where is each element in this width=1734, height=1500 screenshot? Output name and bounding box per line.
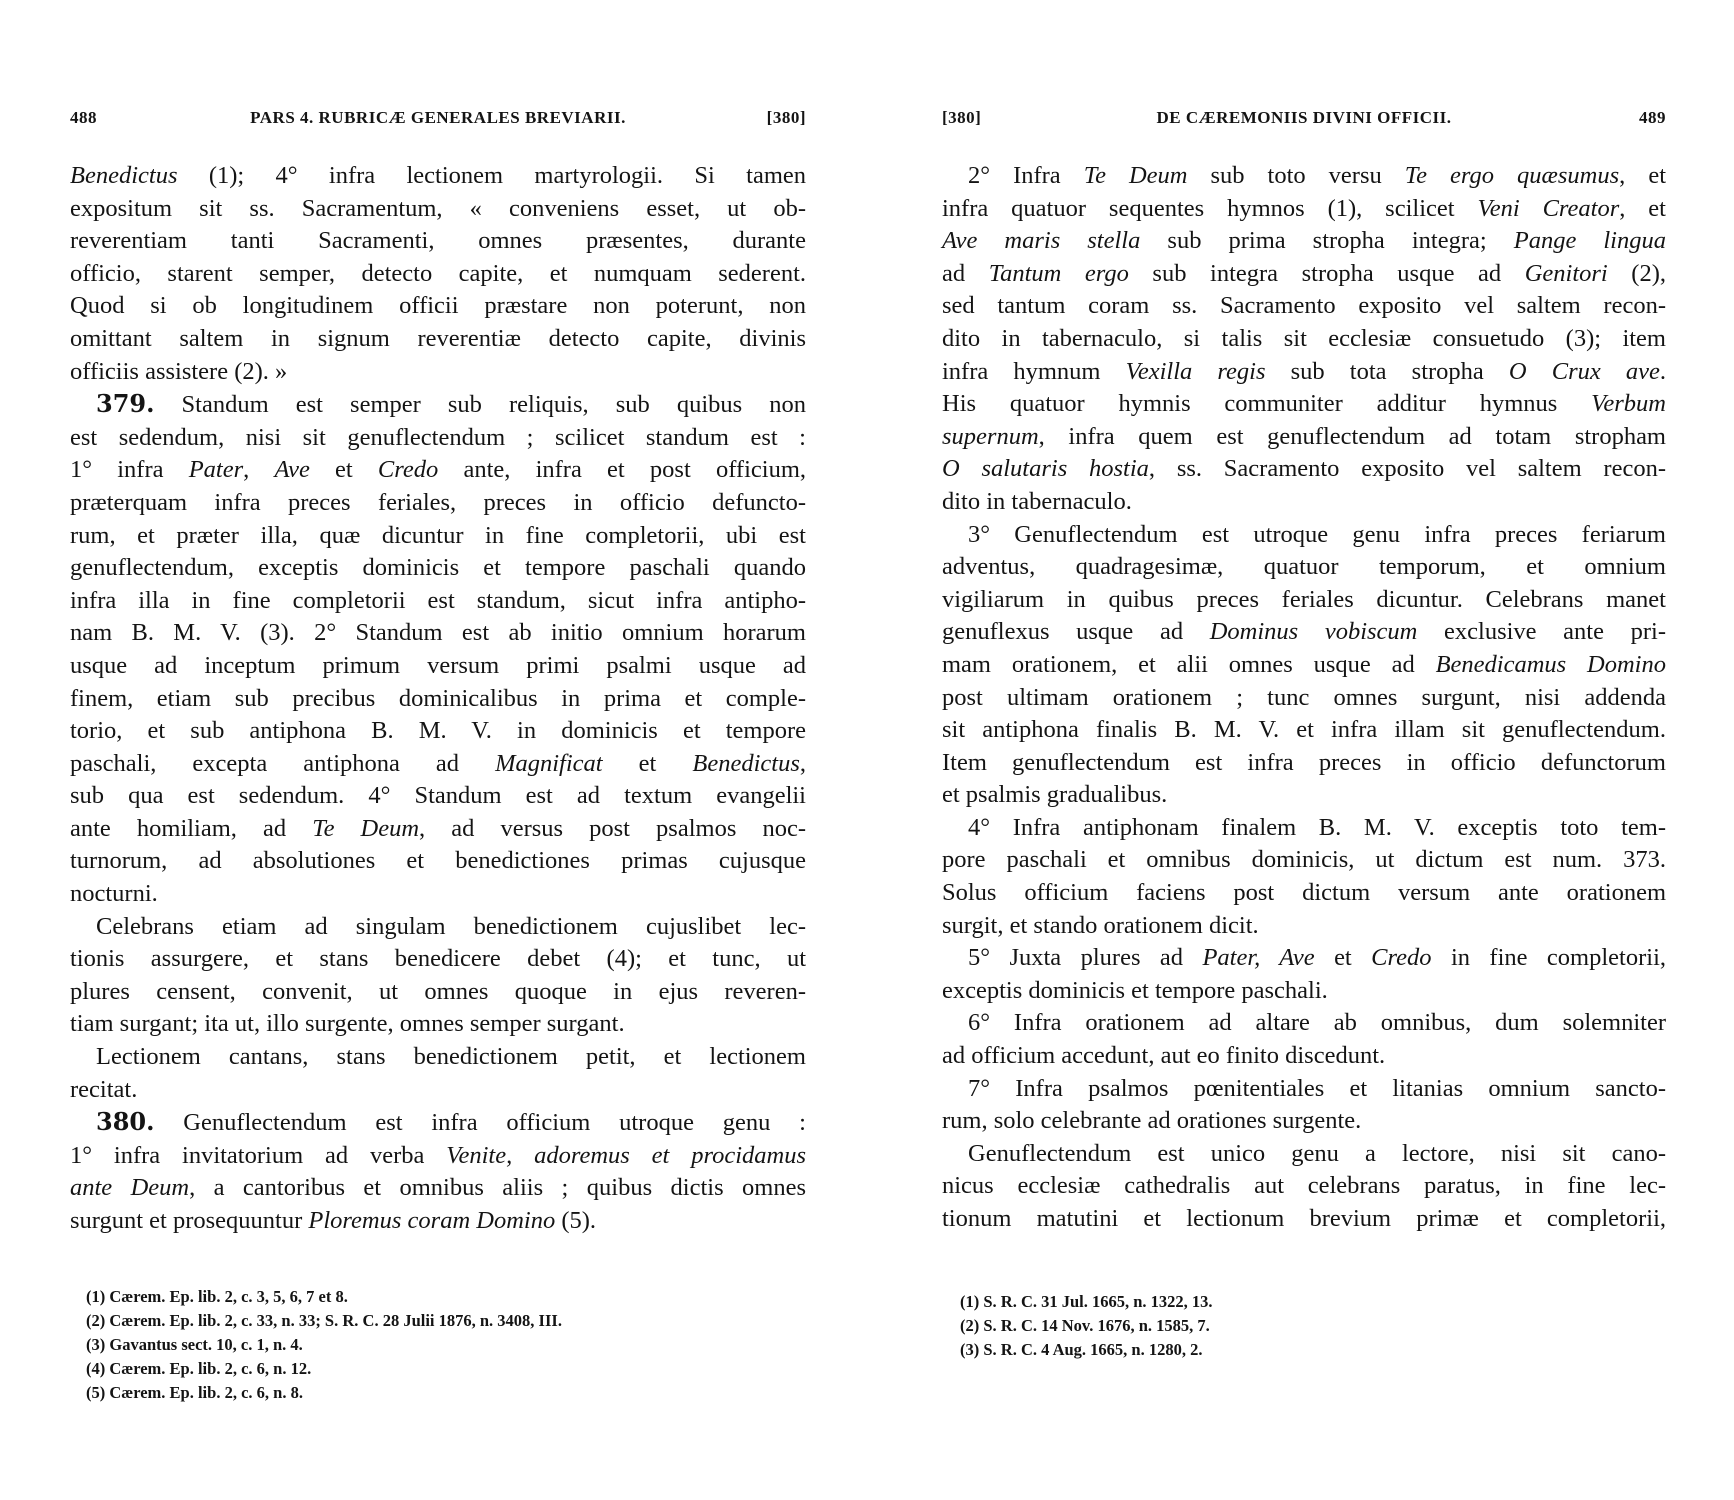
running-head <box>942 108 1666 138</box>
text-line <box>942 323 1666 356</box>
italic-text: supernum <box>942 422 1039 450</box>
text-segment: recitat. <box>70 1075 138 1103</box>
text-line <box>70 715 806 748</box>
text-line <box>942 258 1666 291</box>
text-line <box>70 454 806 487</box>
text-segment: , et <box>1619 162 1666 189</box>
text-segment: tionum matutini et lectionum brevium primæ et completorii, <box>942 1205 1666 1232</box>
text-line <box>942 225 1666 258</box>
text-segment: , <box>799 749 806 777</box>
text-segment: nicus ecclesiæ cathedralis aut celebrans paratus, in fine lec- <box>942 1172 1666 1200</box>
text-segment: post ultimam orationem ; tunc omnes surgunt, nisi addenda <box>942 683 1666 711</box>
text-segment: officiis assistere (2). » <box>70 357 288 385</box>
body-text <box>70 160 806 1238</box>
text-line <box>70 683 806 716</box>
footnote: (5) Cærem. Ep. lib. 2, c. 6, n. 8. <box>86 1383 303 1402</box>
running-title: PARS 4. RUBRICÆ GENERALES BREVIARII. <box>250 108 626 127</box>
text-line <box>70 323 806 356</box>
text-segment: præterquam infra preces feriales, preces in officio defuncto- <box>70 488 806 516</box>
text-line <box>70 193 806 226</box>
text-line <box>942 1138 1666 1171</box>
italic-text: Verbum <box>1591 390 1666 418</box>
text-line <box>70 258 806 291</box>
text-line <box>942 649 1666 682</box>
text-segment: 1° infra invitatorium ad verba <box>70 1141 447 1169</box>
italic-text: Dominus vobiscum <box>1209 618 1418 646</box>
text-line <box>70 552 806 585</box>
italic-text: Genitori <box>1524 259 1608 287</box>
text-segment: paschali, excepta antiphona ad <box>70 749 496 777</box>
text-line <box>70 160 806 193</box>
text-segment: usque ad inceptum primum versum primi psalmi usque ad <box>70 651 806 679</box>
text-line <box>70 520 806 553</box>
text-line <box>70 1074 806 1107</box>
italic-text: Pater, Ave <box>1202 944 1315 972</box>
text-line <box>942 1105 1666 1138</box>
text-line <box>70 1106 806 1140</box>
text-line <box>70 1008 806 1041</box>
footnotes <box>960 1290 1666 1362</box>
footnote: (1) Cærem. Ep. lib. 2, c. 3, 5, 6, 7 et 8. <box>86 1287 348 1306</box>
text-segment: 6° Infra orationem ad altare ab omnibus, dum solemniter <box>968 1009 1666 1037</box>
text-segment: rum, solo celebrante ad orationes surgente. <box>942 1107 1362 1135</box>
text-line <box>70 780 806 813</box>
text-segment: infra hymnum <box>942 357 1126 385</box>
text-segment: officio, starent semper, detecto capite, et numquam sederent. <box>70 259 806 287</box>
footnote: (1) S. R. C. 31 Jul. 1665, n. 1322, 13. <box>960 1292 1213 1311</box>
text-line <box>70 1041 806 1074</box>
text-segment: ad <box>942 259 989 287</box>
text-segment: Genuflectendum est infra officium utroque genu : <box>154 1109 806 1137</box>
text-segment: dito in tabernaculo. <box>942 487 1132 515</box>
text-segment: 3° Genuflectendum est utroque genu infra preces feriarum <box>968 520 1666 548</box>
text-segment: ante, infra et post officium, <box>438 456 807 484</box>
text-segment: sub integra stropha usque ad <box>1128 259 1525 287</box>
italic-text: Credo <box>1371 944 1432 972</box>
text-line <box>942 1203 1666 1236</box>
text-segment: , ad versus post psalmos noc- <box>419 814 806 842</box>
text-line <box>942 975 1666 1008</box>
text-segment: adventus, quadragesimæ, quatuor temporum, et omnium <box>942 553 1666 581</box>
italic-text: Te ergo quæsumus <box>1404 162 1620 189</box>
text-line <box>942 682 1666 715</box>
italic-text: Te Deum <box>1083 162 1188 189</box>
italic-text: ante Deum <box>70 1174 190 1202</box>
text-segment: sub toto versu <box>1187 162 1405 189</box>
section-number: [380] <box>942 108 982 127</box>
text-segment: expositum sit ss. Sacramentum, « conveniens esset, ut ob- <box>70 194 806 222</box>
text-line <box>942 486 1666 519</box>
text-segment: 2° Infra <box>968 162 1084 189</box>
text-line <box>70 290 806 323</box>
text-segment: et psalmis gradualibus. <box>942 781 1168 809</box>
text-line <box>942 290 1666 323</box>
text-line <box>70 1172 806 1205</box>
text-segment: 4° Infra antiphonam finalem B. M. V. exceptis toto tem- <box>968 813 1666 841</box>
text-segment: 1° infra <box>70 456 189 484</box>
text-segment: Solus officium faciens post dictum versum ante orationem <box>942 879 1666 907</box>
text-segment: est sedendum, nisi sit genuflectendum ; scilicet standum est : <box>70 423 806 451</box>
text-line <box>70 617 806 650</box>
text-line <box>942 1073 1666 1106</box>
text-segment: tionis assurgere, et stans benedicere debet (4); et tunc, ut <box>70 945 806 973</box>
text-line <box>942 421 1666 454</box>
text-line <box>942 942 1666 975</box>
text-segment: et <box>1314 944 1372 972</box>
text-segment: nocturni. <box>70 880 158 908</box>
italic-text: Pater <box>188 456 244 484</box>
text-segment: sub prima stropha integra; <box>1140 227 1514 255</box>
text-line <box>70 943 806 976</box>
text-line <box>942 584 1666 617</box>
text-segment: Lectionem cantans, stans benedictionem petit, et lectionem <box>96 1043 806 1071</box>
paragraph-number: 380. <box>96 1107 155 1137</box>
text-segment: sit antiphona finalis B. M. V. et infra illam sit genuflectendum. <box>942 716 1666 744</box>
text-segment: sub tota stropha <box>1265 357 1509 385</box>
running-title: DE CÆREMONIIS DIVINI OFFICII. <box>1156 108 1452 127</box>
text-segment: (5). <box>555 1207 597 1234</box>
text-segment: genuflectendum, exceptis dominicis et tempore paschali quando <box>70 554 806 582</box>
text-segment: mam orationem, et alii omnes usque ad <box>942 650 1436 678</box>
text-line <box>70 878 806 911</box>
text-segment: rum, et præter illa, quæ dicuntur in fine completorii, ubi est <box>70 521 806 549</box>
text-segment: et <box>309 456 378 484</box>
footnote: (4) Cærem. Ep. lib. 2, c. 6, n. 12. <box>86 1359 312 1378</box>
section-number: [380] <box>766 108 806 127</box>
text-segment: et <box>602 749 693 777</box>
text-line <box>70 1205 806 1238</box>
text-segment: (2), <box>1607 259 1666 287</box>
text-segment: in fine completorii, <box>1431 944 1666 972</box>
footnote: (3) Gavantus sect. 10, c. 1, n. 4. <box>86 1335 303 1354</box>
text-segment: (1); 4° infra lectionem martyrologii. Si tamen <box>177 162 806 189</box>
text-segment: turnorum, ad absolutiones et benedictiones primas cujusque <box>70 847 806 875</box>
text-segment: Item genuflectendum est infra preces in officio defunctorum <box>942 748 1666 776</box>
text-segment: Quod si ob longitudinem officii præstare non poterunt, non <box>70 292 806 320</box>
body-text <box>942 160 1666 1236</box>
text-segment: nam B. M. V. (3). 2° Standum est ab initio omnium horarum <box>70 619 806 647</box>
italic-text: Vexilla regis <box>1125 357 1266 385</box>
italic-text: Veni Creator <box>1477 194 1620 222</box>
italic-text: Venite, adoremus et procidamus <box>446 1141 807 1169</box>
text-segment: infra illa in fine completorii est standum, sicut infra antipho- <box>70 586 806 614</box>
text-line <box>942 844 1666 877</box>
text-line <box>942 747 1666 780</box>
text-line <box>942 551 1666 584</box>
text-segment: , <box>243 456 275 484</box>
italic-text: Benedicamus Domino <box>1435 650 1666 678</box>
text-line <box>942 910 1666 943</box>
text-line <box>70 422 806 455</box>
text-line <box>942 356 1666 389</box>
text-segment: 5° Juxta plures ad <box>968 944 1203 972</box>
text-segment: Celebrans etiam ad singulam benedictionem cujuslibet lec- <box>96 912 806 940</box>
text-segment: infra quatuor sequentes hymnos (1), scilicet <box>942 194 1478 222</box>
text-segment: , ss. Sacramento exposito vel saltem recon- <box>1148 455 1666 483</box>
italic-text: Ploremus coram Domino <box>308 1207 556 1234</box>
text-line <box>942 877 1666 910</box>
footnote: (3) S. R. C. 4 Aug. 1665, n. 1280, 2. <box>960 1340 1203 1359</box>
italic-text: Benedictus <box>70 162 178 189</box>
footnote: (2) Cærem. Ep. lib. 2, c. 33, n. 33; S. R. C. 28 Julii 1876, n. 3408, III. <box>86 1311 562 1330</box>
footnote: (2) S. R. C. 14 Nov. 1676, n. 1585, 7. <box>960 1316 1210 1335</box>
text-line <box>942 1007 1666 1040</box>
text-segment: ante homiliam, ad <box>70 814 313 842</box>
italic-text: Te Deum <box>312 814 420 842</box>
text-line <box>942 519 1666 552</box>
text-line <box>942 1040 1666 1073</box>
text-line <box>942 453 1666 486</box>
text-line <box>942 388 1666 421</box>
italic-text: Credo <box>377 456 439 484</box>
text-segment: sub qua est sedendum. 4° Standum est ad textum evangelii <box>70 782 806 810</box>
text-line <box>942 193 1666 226</box>
text-segment: , et <box>1619 194 1666 222</box>
text-segment: exceptis dominicis et tempore paschali. <box>942 976 1328 1004</box>
text-segment: exclusive ante pri- <box>1417 618 1666 646</box>
text-segment: , a cantoribus et omnibus aliis ; quibus dictis omnes <box>189 1174 806 1202</box>
text-segment: omittant saltem in signum reverentiæ detecto capite, divinis <box>70 324 806 352</box>
text-line <box>70 585 806 618</box>
text-segment: reverentiam tanti Sacramenti, omnes præsentes, durante <box>70 227 806 255</box>
footnotes <box>86 1285 806 1405</box>
text-line <box>70 1140 806 1173</box>
text-segment: pore paschali et omnibus dominicis, ut dictum est num. 373. <box>942 846 1666 874</box>
text-line <box>70 813 806 846</box>
text-line <box>70 650 806 683</box>
text-line <box>942 1170 1666 1203</box>
italic-text: Tantum ergo <box>988 259 1129 287</box>
text-segment: His quatuor hymnis communiter additur hymnus <box>942 390 1592 418</box>
text-segment: finem, etiam sub precibus dominicalibus in prima et comple- <box>70 684 806 712</box>
text-line <box>70 911 806 944</box>
text-line <box>942 616 1666 649</box>
running-head <box>70 108 806 138</box>
text-segment: , infra quem est genuflectendum ad totam stropham <box>1038 422 1666 450</box>
text-segment: surgit, et stando orationem dicit. <box>942 911 1259 939</box>
page-number: 488 <box>70 108 97 127</box>
text-segment: plures censent, convenit, ut omnes quoque in ejus reveren- <box>70 977 806 1005</box>
text-line <box>70 487 806 520</box>
text-line <box>942 160 1666 193</box>
text-line <box>942 714 1666 747</box>
text-segment: tiam surgant; ita ut, illo surgente, omnes semper surgant. <box>70 1010 625 1038</box>
text-line <box>942 812 1666 845</box>
text-segment: ad officium accedunt, aut eo finito discedunt. <box>942 1042 1386 1070</box>
text-line <box>70 748 806 781</box>
italic-text: Magnificat <box>495 749 603 777</box>
text-segment: 7° Infra psalmos pœnitentiales et litanias omnium sancto- <box>968 1074 1666 1102</box>
text-segment: dito in tabernaculo, si talis sit ecclesiæ consuetudo (3); item <box>942 324 1666 352</box>
text-segment: Genuflectendum est unico genu a lectore, nisi sit cano- <box>968 1139 1666 1167</box>
text-segment: vigiliarum in quibus preces feriales dicuntur. Celebrans manet <box>942 585 1666 613</box>
text-line <box>70 976 806 1009</box>
text-line <box>70 388 806 422</box>
italic-text: Ave <box>274 456 310 484</box>
italic-text: O salutaris hostia <box>942 455 1149 483</box>
text-line <box>70 845 806 878</box>
text-segment: sed tantum coram ss. Sacramento exposito vel saltem recon- <box>942 292 1666 320</box>
text-line <box>70 225 806 258</box>
italic-text: Pange lingua <box>1513 227 1666 255</box>
text-segment: genuflexus usque ad <box>942 618 1210 646</box>
paragraph-number: 379. <box>96 389 155 419</box>
text-segment: Standum est semper sub reliquis, sub quibus non <box>154 391 806 419</box>
italic-text: Benedictus <box>692 749 800 777</box>
italic-text: O Crux ave <box>1508 357 1660 385</box>
text-segment: . <box>1659 357 1666 385</box>
text-line <box>942 779 1666 812</box>
text-segment: surgunt et prosequuntur <box>70 1207 309 1234</box>
text-line <box>70 356 806 389</box>
page-number: 489 <box>1639 108 1666 127</box>
text-segment: torio, et sub antiphona B. M. V. in dominicis et tempore <box>70 717 806 745</box>
italic-text: Ave maris stella <box>942 227 1141 255</box>
